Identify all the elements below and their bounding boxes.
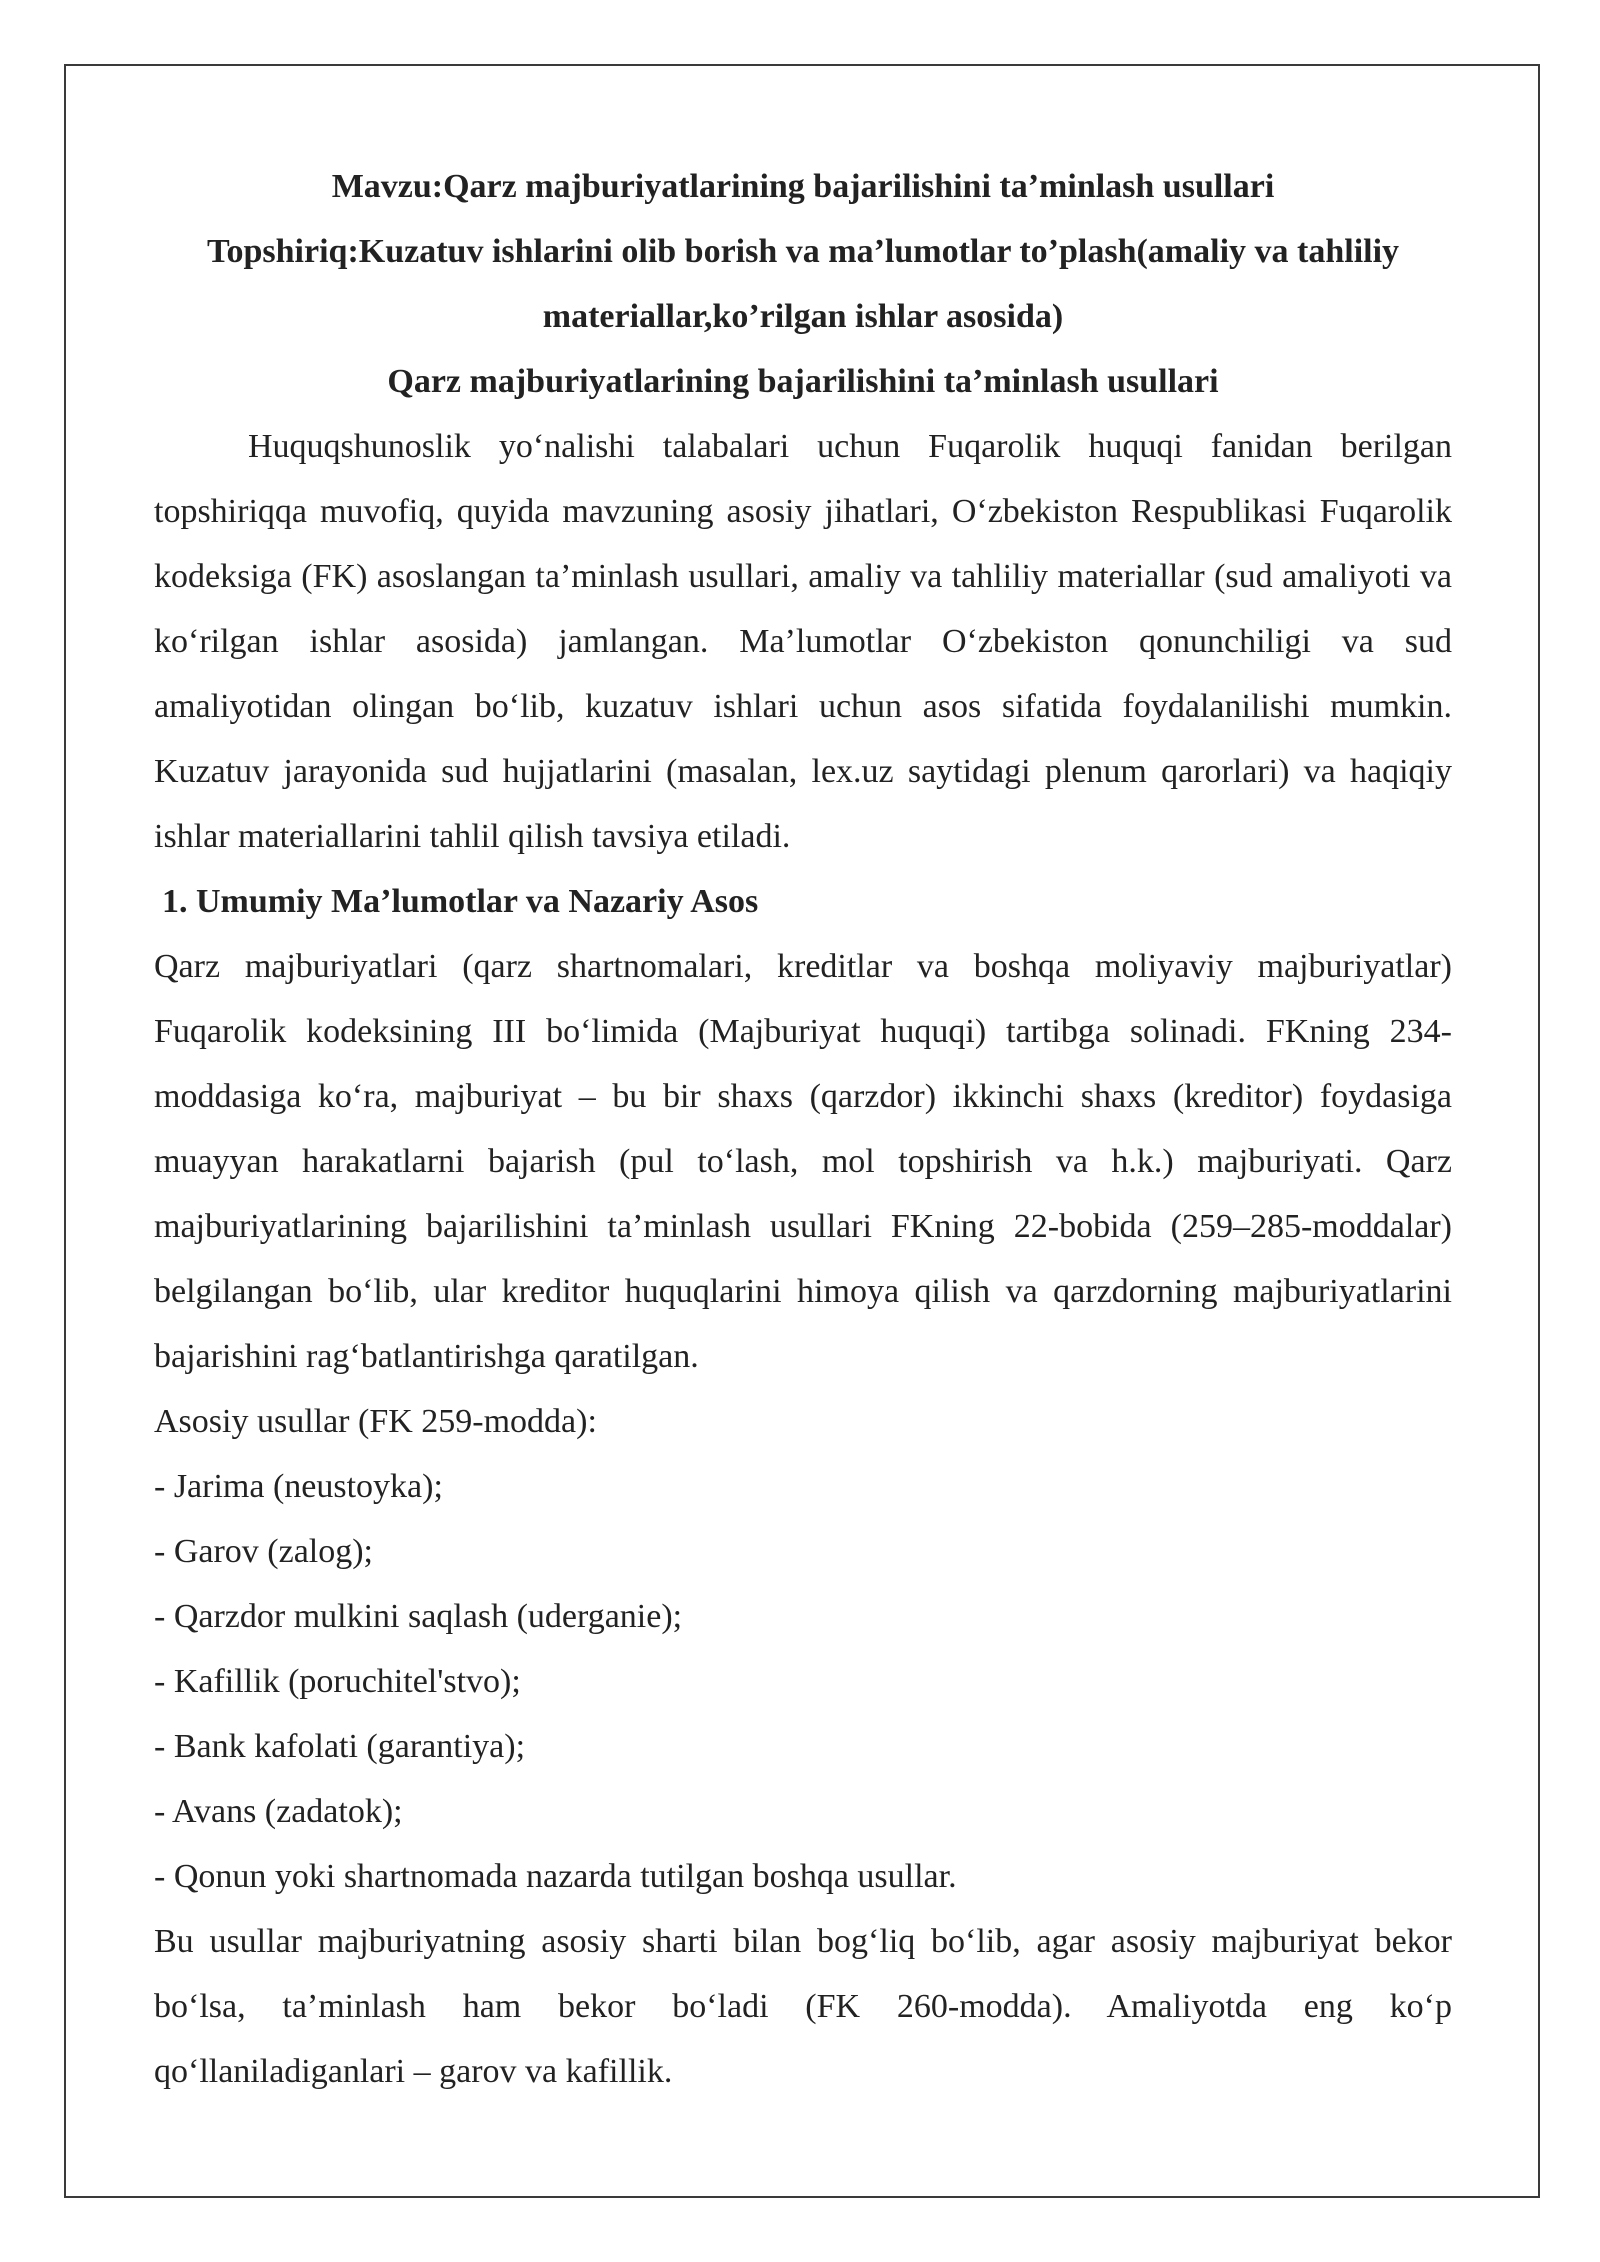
list-item: - Bank kafolati (garantiya); xyxy=(154,1728,526,1765)
list-item: - Jarima (neustoyka); xyxy=(154,1468,443,1505)
section-1-paragraph: Qarz majburiyatlari (qarz shartnomalari, kreditlar va boshqa moliyaviy majburiyatlar) Fuqarolik kodeksining III bo‘limida (Majburiyat huquqi) tartibga solinadi. FKning 234-moddasiga ko‘ra, majburiyat – bu bir shaxs (qarzdor) ikkinchi shaxs (kreditor) foydasiga muayyan harakatlarni bajarish (pul to‘lash, mol topshirish va h.k.) majburiyati. Qarz majburiyatlarining bajarilishini ta’minlash usullari FKning 22-bobida (259–285-moddalar) belgilangan bo‘lib, ular kreditor huquqlarini himoya qilish va qarzdorning majburiyatlarini bajarishini rag‘batlantirishga qaratilgan. xyxy=(154,948,1452,1375)
section-1-heading: 1. Umumiy Ma’lumotlar va Nazariy Asos xyxy=(162,883,759,920)
document-content xyxy=(154,154,1452,2104)
list-item: - Garov (zalog); xyxy=(154,1533,374,1570)
methods-intro: Asosiy usullar (FK 259-modda): xyxy=(154,1403,597,1440)
intro-paragraph: Huquqshunoslik yo‘nalishi talabalari uchun Fuqarolik huquqi fanidan berilgan topshiriqqa muvofiq, quyida mavzuning asosiy jihatlari, O‘zbekiston Respublikasi Fuqarolik kodeksiga (FK) asoslangan ta’minlash usullari, amaliy va tahliliy materiallar (sud amaliyoti va ko‘rilgan ishlar asosida) jamlangan. Ma’lumotlar O‘zbekiston qonunchiligi va sud amaliyotidan olingan bo‘lib, kuzatuv ishlari uchun asos sifatida foydalanilishi mumkin. Kuzatuv jarayonida sud hujjatlarini (masalan, lex.uz saytidagi plenum qarorlari) va haqiqiy ishlar materiallarini tahlil qilish tavsiya etiladi. xyxy=(154,428,1452,855)
main-title: Qarz majburiyatlarining bajarilishini ta’minlash usullari xyxy=(387,363,1219,400)
task-line: Topshiriq:Kuzatuv ishlarini olib borish va ma’lumotlar to’plash(amaliy va tahliliy materiallar,ko’rilgan ishlar asosida) xyxy=(206,233,1400,335)
list-item: - Qonun yoki shartnomada nazarda tutilgan boshqa usullar. xyxy=(154,1858,957,1895)
document-page-border xyxy=(64,64,1540,2198)
closing-paragraph: Bu usullar majburiyatning asosiy sharti bilan bog‘liq bo‘lib, agar asosiy majburiyat bekor bo‘lsa, ta’minlash ham bekor bo‘ladi (FK 260-modda). Amaliyotda eng ko‘p qo‘llaniladiganlari – garov va kafillik. xyxy=(154,1923,1452,2090)
list-item: - Qarzdor mulkini saqlash (uderganie); xyxy=(154,1598,683,1635)
list-item: - Avans (zadatok); xyxy=(154,1793,403,1830)
list-item: - Kafillik (poruchitel'stvo); xyxy=(154,1663,521,1700)
topic-line: Mavzu:Qarz majburiyatlarining bajarilishini ta’minlash usullari xyxy=(331,168,1275,205)
